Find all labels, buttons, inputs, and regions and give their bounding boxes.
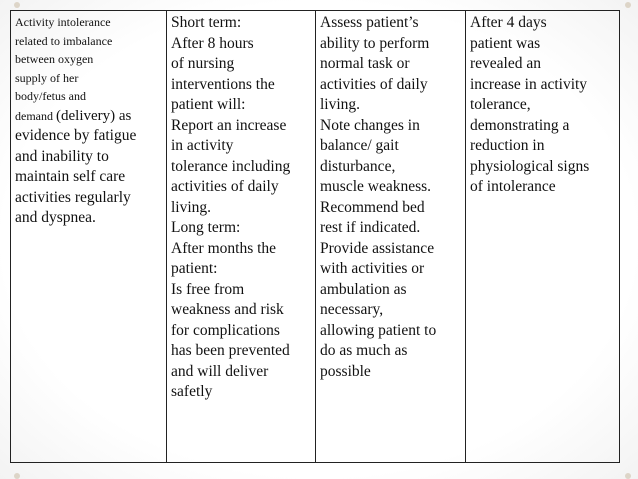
goals-line: patient will: [171,96,246,113]
goals-line: Long term: [171,219,241,236]
intervention-line: activities of daily [320,75,428,93]
diagnosis-line: between oxygen [15,52,94,66]
diagnosis-line-mixed [15,106,162,127]
intervention-line: possible [320,362,371,380]
goals-line: weakness and risk [171,301,284,318]
intervention-line: rest if indicated. [320,219,421,236]
intervention-line: Recommend bed [320,198,425,216]
intervention-line: with activities or [320,260,425,277]
goals-line: tolerance including [171,157,291,175]
goals-line: has been prevented [171,342,290,359]
evaluation-line: of intolerance [470,178,556,195]
evaluation-line: reduction in [470,137,545,154]
diagnosis-line: maintain self care [15,168,126,185]
intervention-line: do as much as [320,342,408,359]
diagnosis-line: demand [15,108,56,123]
corner-dot [625,2,631,8]
intervention-line: balance/ gait [320,137,399,154]
intervention-line: allowing patient to [320,321,437,339]
diagnosis-cell [11,11,167,463]
corner-dot [625,473,631,479]
diagnosis-line: and inability to [15,147,109,165]
intervention-line: Note changes in [320,116,420,134]
intervention-line: Assess patient’s [320,14,419,31]
intervention-line: muscle weakness. [320,178,432,195]
goals-line: After months the [171,239,277,257]
evaluation-cell [466,11,620,463]
goals-line: Is free from [171,280,245,298]
intervention-line: ambulation as [320,280,407,298]
diagnosis-line: Activity intolerance [15,15,111,29]
goals-line: Report an increase [171,116,287,134]
corner-dot [14,2,20,8]
diagnosis-line: body/fetus and [15,89,86,103]
diagnosis-line: (delivery) as [56,107,132,124]
intervention-line: necessary, [320,301,384,318]
goals-line: in activity [171,137,234,154]
evaluation-line: demonstrating a [470,116,570,134]
goals-line: living. [171,198,212,216]
goals-line: patient: [171,260,218,277]
intervention-line: living. [320,96,361,113]
goals-line: After 8 hours [171,34,254,52]
diagnosis-line: evidence by fatigue [15,127,137,144]
intervention-line: Provide assistance [320,239,435,257]
evaluation-line: After 4 days [470,14,547,31]
intervention-line: ability to perform [320,34,430,52]
goals-line: activities of daily [171,178,279,195]
evaluation-line: revealed an [470,55,541,72]
diagnosis-line: supply of her [15,70,79,85]
table-row [11,11,620,463]
interventions-cell [316,11,466,463]
evaluation-line: patient was [470,34,541,52]
diagnosis-line: related to imbalance [15,33,113,48]
evaluation-line: increase in activity [470,75,588,93]
evaluation-line: tolerance, [470,96,531,113]
diagnosis-line: and dyspnea. [15,209,96,226]
goals-line: for complications [171,321,280,339]
intervention-line: disturbance, [320,157,396,175]
intervention-line: normal task or [320,55,410,72]
evaluation-line: physiological signs [470,157,590,175]
goals-line: Short term: [171,14,242,31]
goals-line: and will deliver [171,362,269,380]
goals-line: of nursing [171,55,235,72]
corner-dot [14,473,20,479]
nursing-care-plan-table [10,10,620,463]
diagnosis-line: activities regularly [15,188,131,206]
goals-line: safetly [171,383,213,400]
goals-line: interventions the [171,75,275,93]
goals-cell [167,11,316,463]
